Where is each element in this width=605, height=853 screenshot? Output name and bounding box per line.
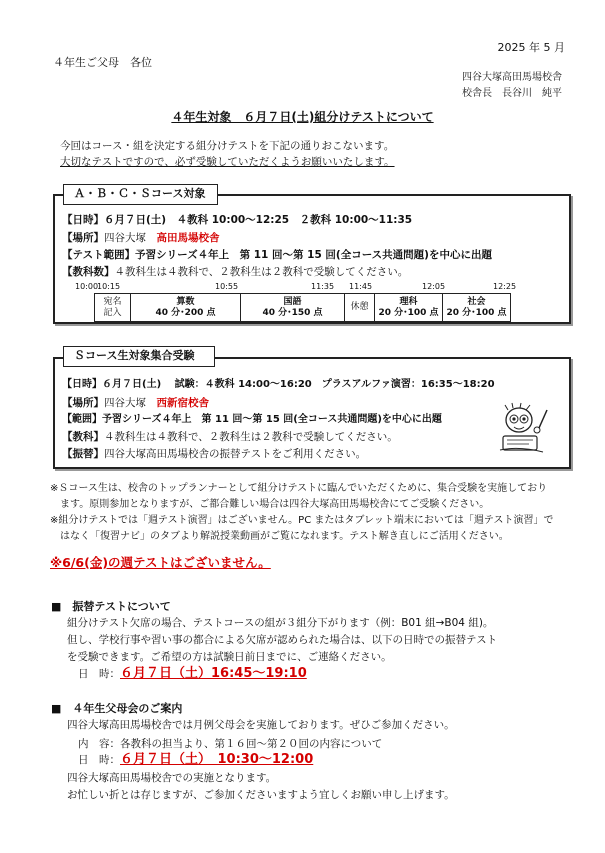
parents-date-value: ６月７日（土） 10:30～12:00 — [120, 752, 314, 767]
schedule-table — [94, 293, 511, 322]
abcs-course-title: Ａ・Ｂ・Ｃ・Ｓコース対象 — [63, 184, 218, 205]
time-label: 12:05 — [422, 282, 446, 291]
document-title: ４年生対象 ６月７日(土)組分けテストについて — [171, 110, 434, 124]
mascot-illustration — [495, 400, 557, 455]
parents-line-1: 四谷大塚高田馬場校舎では月例父母会を実施しております。ぜひご参加ください。 — [67, 719, 455, 731]
schedule-cell-science: 理科 20 分･100 点 — [375, 294, 443, 322]
time-label: 10:15 — [97, 282, 121, 291]
school-name: 四谷大塚高田馬場校舎 — [462, 72, 562, 83]
note-line-4: はなく「復習ナビ」のタブより解説授業動画がご覧になれます。テスト解き直しにご活用ください。 — [60, 531, 509, 542]
intro-line-1: 今回はコース・組を決定する組分けテストを下記の通りおこないます。 — [60, 140, 395, 152]
s-range-row: 【範囲】予習シリーズ４年上 第 11 回～第 15 回(全コース共通問題)を中心に出題 — [62, 414, 442, 425]
abcs-date-row: 【日時】６月７日(土) ４教科 10:00～12:25 ２教科 10:00～11:35 — [62, 214, 413, 226]
note-line-2: ます。原則参加となりますが、ご都合難しい場合は四谷大塚高田馬場校舎にてご受験ください。 — [60, 499, 490, 510]
parents-line-3: 四谷大塚高田馬場校舎での実施となります。 — [67, 772, 277, 784]
parents-line-4: お忙しい折とは存じますが、ご参加くださいますよう宜しくお願い申し上げます。 — [67, 789, 455, 801]
recipient: ４年生ご父母 各位 — [53, 56, 152, 69]
note-line-3: ※組分けテストでは「週テスト演習」はございません。PC またはタブレット端末においては「週テスト演習」で — [50, 515, 554, 526]
makeup-line-2: 但し、学校行事や習い事の都合による欠席が認められた場合は、以下の日時での振替テスト — [67, 634, 498, 646]
time-label: 12:25 — [493, 282, 517, 291]
s-place-row: 【場所】四谷大塚 西新宿校舎 — [62, 397, 209, 409]
time-label: 11:35 — [311, 282, 335, 291]
schedule-cell-math: 算数 40 分･200 点 — [131, 294, 241, 322]
schedule-cell-japanese: 国語 40 分･150 点 — [241, 294, 345, 322]
time-label: 10:55 — [215, 282, 239, 291]
parents-content: 内 容：各教科の担当より、第１６回～第２０回の内容について — [78, 738, 383, 750]
makeup-date-value: ６月７日（土）16:45～19:10 — [120, 666, 307, 681]
principal-name: 校舎長 長谷川 純平 — [462, 88, 562, 99]
abcs-place-highlight: 高田馬場校舎 — [156, 232, 220, 244]
abcs-subjects-row: 【教科数】４教科生は４教科で、２教科生は２教科で受験してください。 — [62, 266, 409, 278]
s-place-highlight: 西新宿校舎 — [156, 397, 209, 409]
schedule-cell-social: 社会 20 分･100 点 — [443, 294, 511, 322]
makeup-line-1: 組分けテスト欠席の場合、テストコースの組が３組分下がります（例：B01 組→B04 組)。 — [67, 617, 494, 629]
schedule-cell-address: 宛名 記入 — [95, 294, 131, 322]
abcs-range-row: 【テスト範囲】予習シリーズ４年上 第 11 回～第 15 回(全コース共通問題)を中心に出題 — [62, 249, 492, 261]
makeup-heading: ■ 振替テストについて — [51, 600, 171, 613]
intro-line-2: 大切なテストですので、必ず受験していただくようお願いいたします。 — [60, 156, 395, 168]
abcs-place-row: 【場所】四谷大塚 高田馬場校舎 — [62, 232, 220, 244]
parents-heading: ■ ４年生父母会のご案内 — [51, 702, 183, 715]
parents-date-row: 日 時：６月７日（土） 10:30～12:00 — [78, 752, 314, 767]
time-label: 11:45 — [349, 282, 373, 291]
s-subjects-row: 【教科】４教科生は４教科で、２教科生は２教科で受験してください。 — [62, 431, 398, 443]
document-date: 2025 年 5 月 — [497, 41, 565, 54]
schedule-cell-break: 休憩 — [345, 294, 375, 322]
s-date-row: 【日時】６月７日(土) 試験：４教科 14:00～16:20 プラスアルファ演習：16:35～18:20 — [62, 379, 495, 390]
makeup-line-3: を受験できます。ご希望の方は試験日前日までに、ご連絡ください。 — [67, 651, 392, 663]
note-line-1: ※Ｓコース生は、校舎のトップランナーとして組分けテストに臨んでいただくために、集合受験を実施しており — [50, 483, 548, 494]
time-label: 10:00 — [75, 282, 99, 291]
makeup-date-row: 日 時：６月７日（土）16:45～19:10 — [78, 666, 307, 681]
s-course-title: Ｓコース生対象集合受験 — [63, 346, 215, 367]
s-makeup-row: 【振替】四谷大塚高田馬場校舎の振替テストをご利用ください。 — [62, 448, 367, 460]
no-weekly-test-banner: ※6/6(金)の週テストはございません。 — [50, 555, 271, 570]
